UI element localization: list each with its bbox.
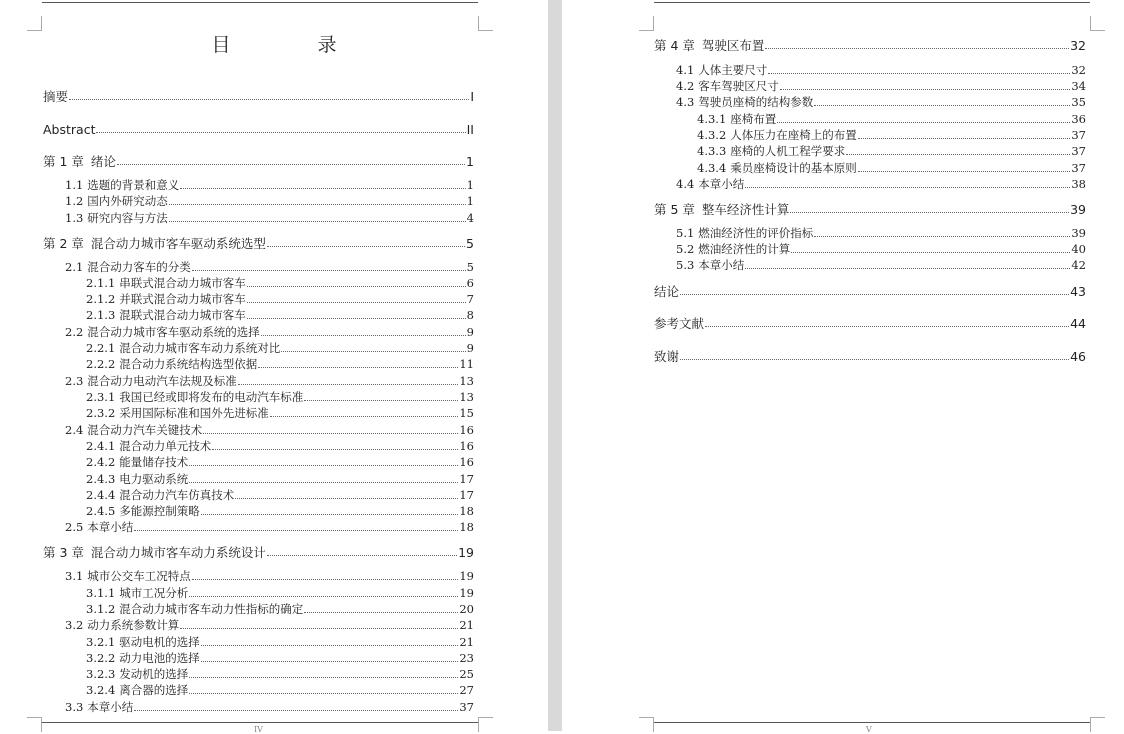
toc-entry-page: 37	[459, 700, 474, 714]
toc-entry-page: 36	[1071, 112, 1086, 126]
toc-entry[interactable]	[43, 236, 474, 251]
toc-entry-title: 参考文献	[654, 316, 705, 331]
toc-entry-title: 座椅的人机工程学要求	[730, 144, 846, 158]
toc-entry-title: 本章小结	[698, 177, 745, 191]
toc-entry[interactable]	[654, 242, 1086, 257]
toc-entry-page: 39	[1070, 202, 1086, 217]
toc-entry-page: 43	[1070, 284, 1086, 299]
toc-entry[interactable]	[43, 276, 474, 291]
toc-entry-page: 7	[466, 292, 474, 306]
toc-leader-dots	[705, 326, 1069, 327]
toc-entry-page: 13	[459, 374, 474, 388]
toc-entry-title: 客车驾驶区尺寸	[698, 79, 779, 93]
toc-entry-page: 35	[1071, 95, 1086, 109]
toc-entry[interactable]	[654, 349, 1086, 364]
toc-page-left	[0, 0, 548, 734]
toc-entry[interactable]	[43, 651, 474, 666]
toc-leader-dots	[247, 318, 466, 319]
toc-entry[interactable]	[43, 122, 474, 137]
toc-entry[interactable]	[654, 38, 1086, 53]
toc-leader-dots	[846, 154, 1070, 155]
toc-entry-title: 城市工况分析	[119, 586, 189, 600]
toc-leader-dots	[238, 384, 459, 385]
toc-entry-title: 动力电池的选择	[119, 651, 200, 665]
toc-entry-number: 4.3.1	[697, 112, 727, 126]
toc-leader-dots	[791, 252, 1070, 253]
toc-leader-dots	[768, 73, 1070, 74]
toc-entry-page: 8	[466, 308, 474, 322]
toc-entry[interactable]	[43, 586, 474, 601]
toc-entry[interactable]	[43, 292, 474, 307]
page-corner-mark	[639, 717, 654, 732]
toc-entry-page: 27	[459, 683, 474, 697]
toc-entry-title: 混联式混合动力城市客车	[119, 308, 246, 322]
toc-entry[interactable]	[654, 161, 1086, 176]
toc-entry-number: 2.4.2	[86, 455, 116, 469]
toc-leader-dots	[777, 122, 1070, 123]
toc-entry-title: Abstract	[43, 122, 96, 137]
toc-leader-dots	[180, 188, 465, 189]
toc-entry-title: 串联式混合动力城市客车	[119, 276, 246, 290]
toc-leader-dots	[192, 579, 459, 580]
toc-entry-page: 1	[466, 178, 474, 192]
toc-entry-page: 1	[466, 194, 474, 208]
toc-leader-dots	[261, 335, 466, 336]
toc-leader-dots	[192, 270, 466, 271]
toc-entry-number: 2.4	[65, 423, 84, 437]
toc-entry[interactable]	[654, 144, 1086, 159]
toc-entry[interactable]	[654, 128, 1086, 143]
toc-entry[interactable]	[43, 341, 474, 356]
toc-entry-page: 4	[466, 211, 474, 225]
toc-entry[interactable]	[43, 178, 474, 193]
toc-entry-title: 座椅布置	[730, 112, 777, 126]
toc-entry-number: 2.1.3	[86, 308, 116, 322]
toc-entry-number: 2.3.1	[86, 390, 116, 404]
toc-entry-page: 37	[1071, 128, 1086, 142]
toc-entry[interactable]	[43, 325, 474, 340]
toc-leader-dots	[247, 302, 466, 303]
toc-entry[interactable]	[43, 194, 474, 209]
toc-entry-number: 4.3.3	[697, 144, 727, 158]
toc-leader-dots	[180, 628, 458, 629]
toc-entry-number: 4.3.2	[697, 128, 727, 142]
toc-entry-page: II	[466, 122, 474, 137]
toc-entry-number: 2.3	[65, 374, 84, 388]
toc-entry-number: 4.2	[676, 79, 695, 93]
toc-entry-number: 2.2.2	[86, 357, 116, 371]
toc-entry-title: 混合动力系统结构选型依据	[119, 357, 258, 371]
toc-leader-dots	[134, 710, 458, 711]
toc-leader-dots	[680, 359, 1069, 360]
toc-entry-page: 16	[459, 455, 474, 469]
toc-entry-title: 燃油经济性的计算	[698, 242, 791, 256]
toc-entry-title: 混合动力汽车仿真技术	[119, 488, 235, 502]
toc-leader-dots	[270, 416, 459, 417]
toc-entry-number: 4.4	[676, 177, 695, 191]
toc-entry[interactable]	[43, 455, 474, 470]
toc-leader-dots	[189, 677, 458, 678]
toc-entry[interactable]	[654, 226, 1086, 241]
toc-entry[interactable]	[43, 504, 474, 519]
toc-list-left	[43, 0, 474, 731]
toc-entry[interactable]	[43, 439, 474, 454]
toc-leader-dots	[134, 530, 458, 531]
toc-entry-page: 13	[459, 390, 474, 404]
toc-entry-title: 采用国际标准和国外先进标准	[119, 406, 269, 420]
toc-leader-dots	[69, 99, 469, 100]
toc-entry-number: 2.4.3	[86, 472, 116, 486]
toc-entry[interactable]	[43, 700, 474, 715]
toc-leader-dots	[281, 351, 465, 352]
toc-entry-title: 混合动力电动汽车法规及标准	[87, 374, 237, 388]
toc-entry-title: 人体主要尺寸	[698, 63, 768, 77]
toc-entry-number: 3.3	[65, 700, 84, 714]
toc-entry-page: 15	[459, 406, 474, 420]
toc-entry[interactable]	[654, 202, 1086, 217]
toc-entry-page: 11	[459, 357, 474, 371]
toc-entry-title: 电力驱动系统	[119, 472, 189, 486]
toc-entry-number: 第 1 章	[43, 154, 84, 169]
toc-entry-title: 动力系统参数计算	[87, 618, 180, 632]
toc-entry-number: 2.3.2	[86, 406, 116, 420]
toc-entry[interactable]	[654, 177, 1086, 192]
toc-entry-number: 第 5 章	[654, 202, 695, 217]
toc-entry-number: 1.1	[65, 178, 84, 192]
page-corner-mark	[639, 16, 654, 31]
toc-entry-number: 2.1	[65, 260, 84, 274]
toc-entry[interactable]	[654, 258, 1086, 273]
toc-entry-number: 3.2.1	[86, 635, 116, 649]
toc-entry-number: 4.3	[676, 95, 695, 109]
toc-entry-title: 驾驶区布置	[701, 38, 765, 53]
toc-entry-page: 40	[1071, 242, 1086, 256]
toc-entry-title: 驱动电机的选择	[119, 635, 200, 649]
toc-entry-number: 第 3 章	[43, 545, 84, 560]
toc-leader-dots	[258, 367, 458, 368]
toc-entry-number: 2.5	[65, 520, 84, 534]
page-title: 目 录	[211, 34, 371, 56]
toc-leader-dots	[212, 449, 458, 450]
toc-leader-dots	[203, 433, 458, 434]
toc-leader-dots	[790, 212, 1069, 213]
toc-leader-dots	[267, 246, 465, 247]
toc-entry[interactable]	[43, 390, 474, 405]
toc-entry-page: 16	[459, 439, 474, 453]
toc-entry-number: 第 4 章	[654, 38, 695, 53]
toc-entry-number: 2.1.2	[86, 292, 116, 306]
toc-entry-page: 20	[459, 602, 474, 616]
toc-entry-page: 19	[459, 586, 474, 600]
toc-entry-number: 5.2	[676, 242, 695, 256]
toc-leader-dots	[247, 286, 466, 287]
toc-entry-page: I	[470, 89, 474, 104]
toc-entry-title: 国内外研究动态	[87, 194, 168, 208]
toc-entry-page: 46	[1070, 349, 1086, 364]
toc-entry-page: 19	[458, 545, 474, 560]
footer-rule	[654, 722, 1090, 723]
toc-entry-number: 5.3	[676, 258, 695, 272]
toc-entry-title: 燃油经济性的评价指标	[698, 226, 814, 240]
toc-entry-title: 结论	[654, 284, 680, 299]
toc-entry-number: 3.2.4	[86, 683, 116, 697]
toc-entry-number: 3.1	[65, 569, 84, 583]
toc-entry-title: 混合动力城市客车动力系统设计	[90, 545, 266, 560]
toc-leader-dots	[745, 187, 1070, 188]
toc-leader-dots	[189, 482, 458, 483]
toc-entry-title: 混合动力客车的分类	[87, 260, 191, 274]
toc-entry-title: 能量储存技术	[119, 455, 189, 469]
toc-entry[interactable]	[43, 488, 474, 503]
toc-leader-dots	[267, 555, 457, 556]
toc-entry-page: 21	[459, 618, 474, 632]
toc-entry[interactable]	[43, 545, 474, 560]
toc-entry[interactable]	[43, 374, 474, 389]
toc-leader-dots	[117, 164, 465, 165]
toc-entry-title: 选题的背景和意义	[87, 178, 180, 192]
toc-entry-page: 25	[459, 667, 474, 681]
toc-entry-page: 5	[466, 260, 474, 274]
toc-entry[interactable]	[654, 95, 1086, 110]
toc-entry-title: 多能源控制策略	[119, 504, 200, 518]
toc-entry-title: 混合动力单元技术	[119, 439, 212, 453]
toc-leader-dots	[189, 596, 458, 597]
toc-entry[interactable]	[43, 211, 474, 226]
toc-entry[interactable]	[43, 618, 474, 633]
toc-entry-number: 第 2 章	[43, 236, 84, 251]
toc-entry-title: 本章小结	[698, 258, 745, 272]
toc-entry-page: 23	[459, 651, 474, 665]
toc-leader-dots	[169, 204, 466, 205]
toc-entry-page: 44	[1070, 316, 1086, 331]
toc-entry-page: 1	[466, 154, 474, 169]
toc-entry-page: 37	[1071, 144, 1086, 158]
toc-entry-page: 21	[459, 635, 474, 649]
toc-leader-dots	[201, 645, 459, 646]
toc-entry-title: 绪论	[90, 154, 116, 169]
toc-entry-title: 本章小结	[87, 520, 134, 534]
toc-leader-dots	[189, 693, 458, 694]
toc-entry[interactable]	[654, 79, 1086, 94]
toc-entry[interactable]	[43, 683, 474, 698]
toc-leader-dots	[780, 89, 1071, 90]
toc-entry-title: 人体压力在座椅上的布置	[730, 128, 857, 142]
toc-leader-dots	[680, 294, 1069, 295]
toc-leader-dots	[189, 465, 458, 466]
toc-entry-page: 18	[459, 520, 474, 534]
toc-entry-page: 18	[459, 504, 474, 518]
toc-entry-page: 17	[459, 472, 474, 486]
toc-leader-dots	[814, 105, 1070, 106]
toc-entry-number: 3.1.1	[86, 586, 116, 600]
page-gutter	[548, 0, 562, 731]
toc-entry[interactable]	[43, 154, 474, 169]
toc-entry[interactable]	[43, 569, 474, 584]
toc-entry-title: 发动机的选择	[119, 667, 189, 681]
toc-leader-dots	[201, 514, 459, 515]
toc-entry[interactable]	[654, 63, 1086, 78]
toc-entry[interactable]	[43, 520, 474, 535]
toc-entry[interactable]	[43, 667, 474, 682]
toc-entry-page: 19	[459, 569, 474, 583]
toc-entry[interactable]	[654, 112, 1086, 127]
toc-leader-dots	[201, 661, 459, 662]
toc-entry-title: 混合动力城市客车动力系统对比	[119, 341, 281, 355]
toc-entry-title: 混合动力汽车关键技术	[87, 423, 203, 437]
toc-entry-page: 9	[466, 341, 474, 355]
page-number-footer: IV	[254, 725, 263, 734]
toc-entry-title: 城市公交车工况特点	[87, 569, 191, 583]
toc-leader-dots	[814, 236, 1070, 237]
toc-entry-title: 混合动力城市客车动力性指标的确定	[119, 602, 304, 616]
toc-entry-number: 1.3	[65, 211, 84, 225]
page-corner-mark	[27, 717, 42, 732]
toc-entry-title: 整车经济性计算	[701, 202, 790, 217]
toc-entry-title: 研究内容与方法	[87, 211, 168, 225]
page-corner-mark	[478, 16, 493, 31]
toc-entry-page: 17	[459, 488, 474, 502]
toc-entry-title: 混合动力城市客车驱动系统的选择	[87, 325, 260, 339]
toc-leader-dots	[858, 171, 1071, 172]
toc-entry-number: 5.1	[676, 226, 695, 240]
page-corner-mark	[478, 717, 493, 732]
toc-page-right	[562, 0, 1124, 734]
toc-entry-title: 混合动力城市客车驱动系统选型	[90, 236, 266, 251]
page-corner-mark	[1090, 16, 1105, 31]
toc-entry-page: 39	[1071, 226, 1086, 240]
toc-entry-page: 32	[1070, 38, 1086, 53]
toc-entry-number: 3.2	[65, 618, 84, 632]
toc-leader-dots	[304, 400, 458, 401]
toc-entry[interactable]	[43, 406, 474, 421]
toc-entry[interactable]	[654, 316, 1086, 331]
toc-entry-number: 2.4.5	[86, 504, 116, 518]
toc-entry[interactable]	[43, 357, 474, 372]
page-corner-mark	[27, 16, 42, 31]
toc-entry-number: 2.2.1	[86, 341, 116, 355]
footer-rule	[42, 722, 478, 723]
toc-entry-number: 4.3.4	[697, 161, 727, 175]
toc-entry[interactable]	[43, 260, 474, 275]
toc-list-right	[654, 0, 1086, 731]
toc-leader-dots	[96, 132, 465, 133]
toc-entry-page: 6	[466, 276, 474, 290]
page-corner-mark	[1090, 717, 1105, 732]
toc-entry-page: 9	[466, 325, 474, 339]
toc-entry-number: 2.2	[65, 325, 84, 339]
toc-entry-number: 3.2.3	[86, 667, 116, 681]
page-number-footer: V	[866, 725, 872, 734]
toc-entry-title: 摘要	[43, 89, 69, 104]
toc-entry-number: 3.2.2	[86, 651, 116, 665]
toc-leader-dots	[304, 612, 458, 613]
toc-entry[interactable]	[43, 308, 474, 323]
toc-leader-dots	[745, 268, 1070, 269]
toc-entry-page: 42	[1071, 258, 1086, 272]
toc-entry-title: 我国已经或即将发布的电动汽车标准	[119, 390, 304, 404]
toc-leader-dots	[858, 138, 1071, 139]
toc-entry-title: 本章小结	[87, 700, 134, 714]
toc-entry-page: 32	[1071, 63, 1086, 77]
toc-entry[interactable]	[43, 635, 474, 650]
toc-entry-number: 4.1	[676, 63, 695, 77]
toc-entry[interactable]	[43, 423, 474, 438]
toc-entry-page: 16	[459, 423, 474, 437]
toc-entry-number: 2.1.1	[86, 276, 116, 290]
toc-leader-dots	[765, 48, 1069, 49]
toc-entry-number: 3.1.2	[86, 602, 116, 616]
toc-entry-page: 38	[1071, 177, 1086, 191]
toc-entry-title: 驾驶员座椅的结构参数	[698, 95, 814, 109]
toc-entry-title: 并联式混合动力城市客车	[119, 292, 246, 306]
toc-leader-dots	[235, 498, 458, 499]
toc-entry-number: 2.4.1	[86, 439, 116, 453]
toc-entry-number: 2.4.4	[86, 488, 116, 502]
toc-entry[interactable]	[43, 89, 474, 104]
toc-entry-page: 34	[1071, 79, 1086, 93]
toc-entry-title: 离合器的选择	[119, 683, 189, 697]
toc-entry[interactable]	[43, 602, 474, 617]
toc-entry-number: 1.2	[65, 194, 84, 208]
toc-entry-page: 37	[1071, 161, 1086, 175]
toc-entry[interactable]	[654, 284, 1086, 299]
toc-entry-title: 乘员座椅设计的基本原则	[730, 161, 857, 175]
toc-entry-title: 致谢	[654, 349, 680, 364]
toc-entry[interactable]	[43, 472, 474, 487]
toc-leader-dots	[169, 221, 466, 222]
toc-entry-page: 5	[466, 236, 474, 251]
